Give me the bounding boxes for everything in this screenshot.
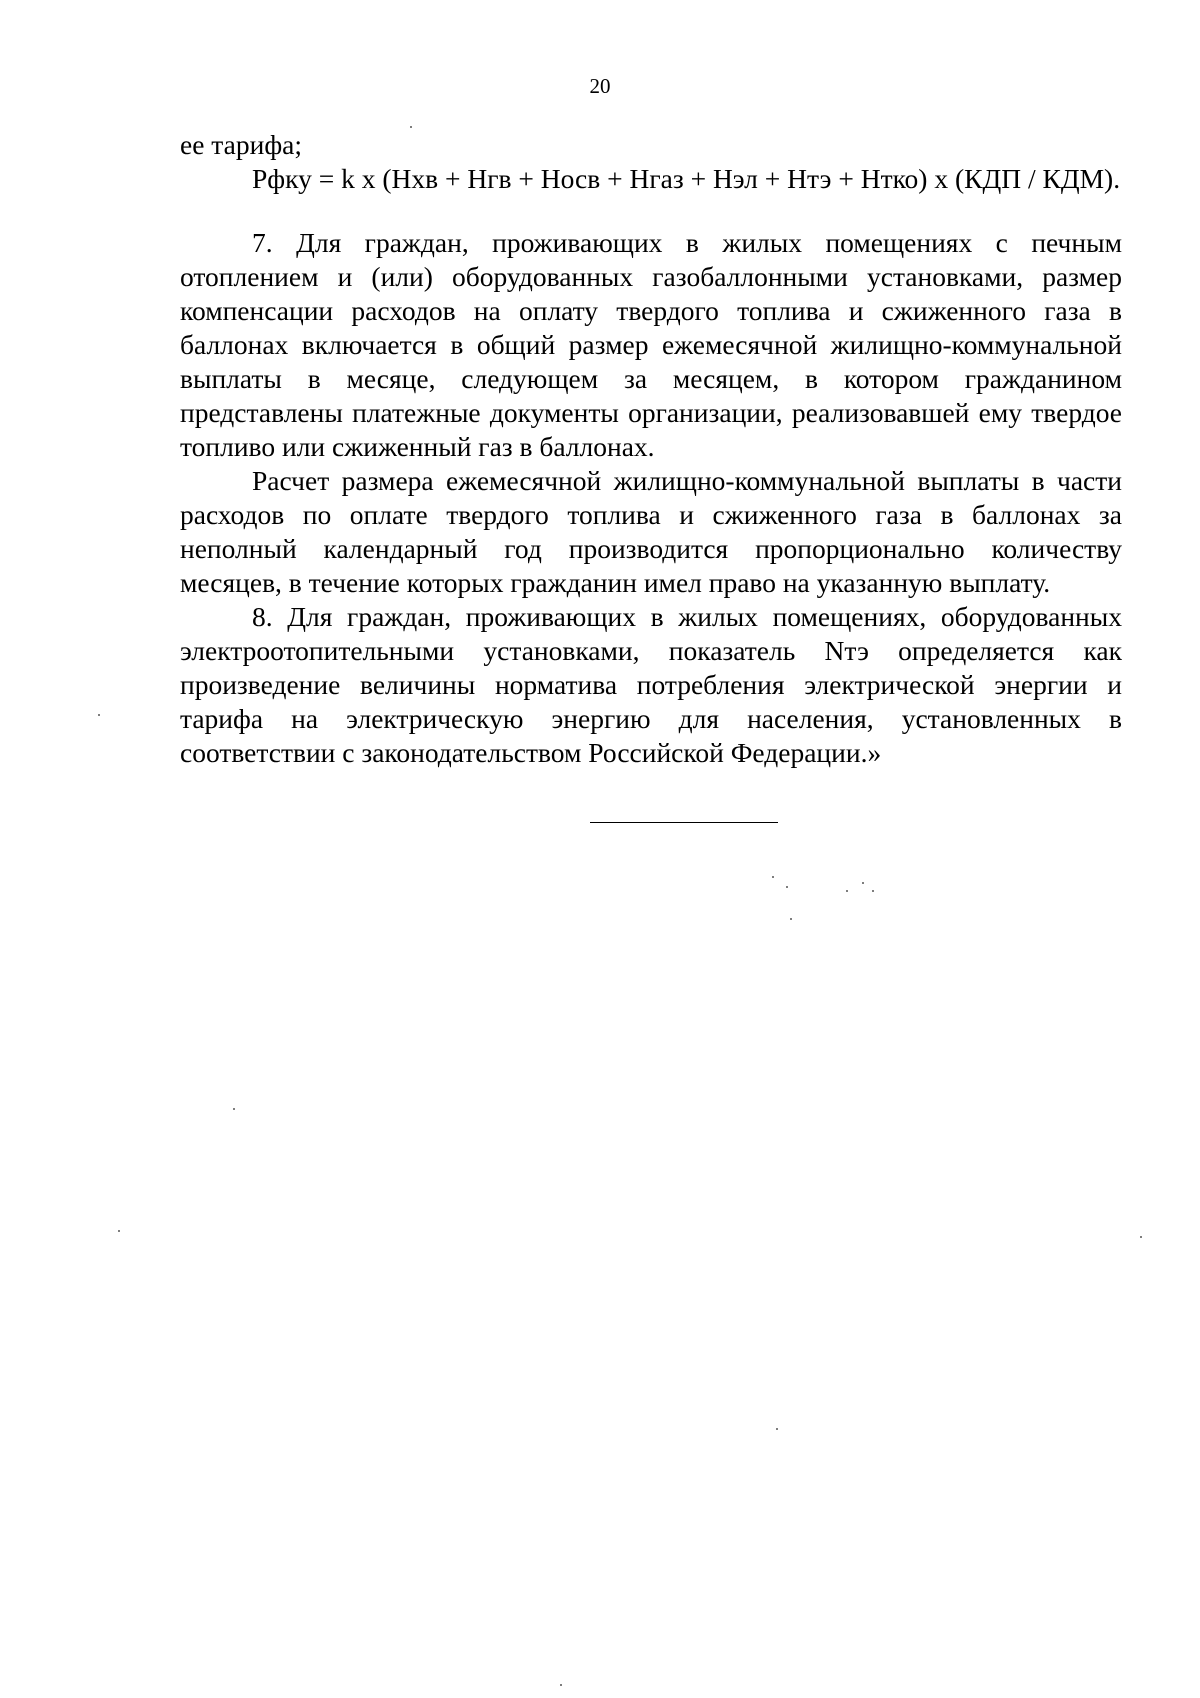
scan-speck <box>98 714 100 716</box>
scan-speck <box>786 886 788 888</box>
body-text <box>180 226 1122 770</box>
scan-speck <box>872 890 874 892</box>
scan-speck <box>1140 1236 1142 1238</box>
paragraph-7: 7. Для граждан, проживающих в жилых помещениях с печным отоплением и (или) оборудованных газобаллонными установками, размер компенсации расходов на оплату твердого топлива и сжиженного газа в баллонах включается в общий размер ежемесячной жилищно-коммунальной выплаты в месяце, следующем за месяцем, в котором гражданином представлены платежные документы организации, реализовавшей ему твердое топливо или сжиженный газ в баллонах. <box>180 227 1122 462</box>
page-number: 20 <box>589 74 611 98</box>
formula-section <box>180 128 1122 196</box>
scan-speck <box>862 882 864 884</box>
paragraph-calculation: Расчет размера ежемесячной жилищно-коммунальной выплаты в части расходов по оплате твердого топлива и сжиженного газа в баллонах за неполный календарный год производится пропорционально количеству месяцев, в течение которых гражданин имел право на указанную выплату. <box>180 465 1122 598</box>
scan-speck <box>560 1684 562 1686</box>
scan-speck <box>776 1428 778 1430</box>
tariff-line: ее тарифа; <box>180 129 302 160</box>
scan-speck <box>233 1108 235 1110</box>
scan-speck <box>772 876 774 878</box>
scan-speck <box>410 126 412 128</box>
scan-speck <box>790 918 792 920</box>
scan-speck <box>118 1230 120 1232</box>
closing-rule <box>590 822 778 823</box>
scan-speck <box>846 890 848 892</box>
paragraph-8: 8. Для граждан, проживающих в жилых помещениях, оборудованных электроотопительными установками, показатель Nтэ определяется как произведение величины норматива потребления электрической энергии и тарифа на электрическую энергию для населения, установленных в соответствии с законодательством Российской Федерации.» <box>180 601 1122 768</box>
formula-line: Рфку = k х (Нхв + Нгв + Носв + Нгаз + Нэл + Нтэ + Нтко) х (КДП / КДМ). <box>252 163 1121 194</box>
